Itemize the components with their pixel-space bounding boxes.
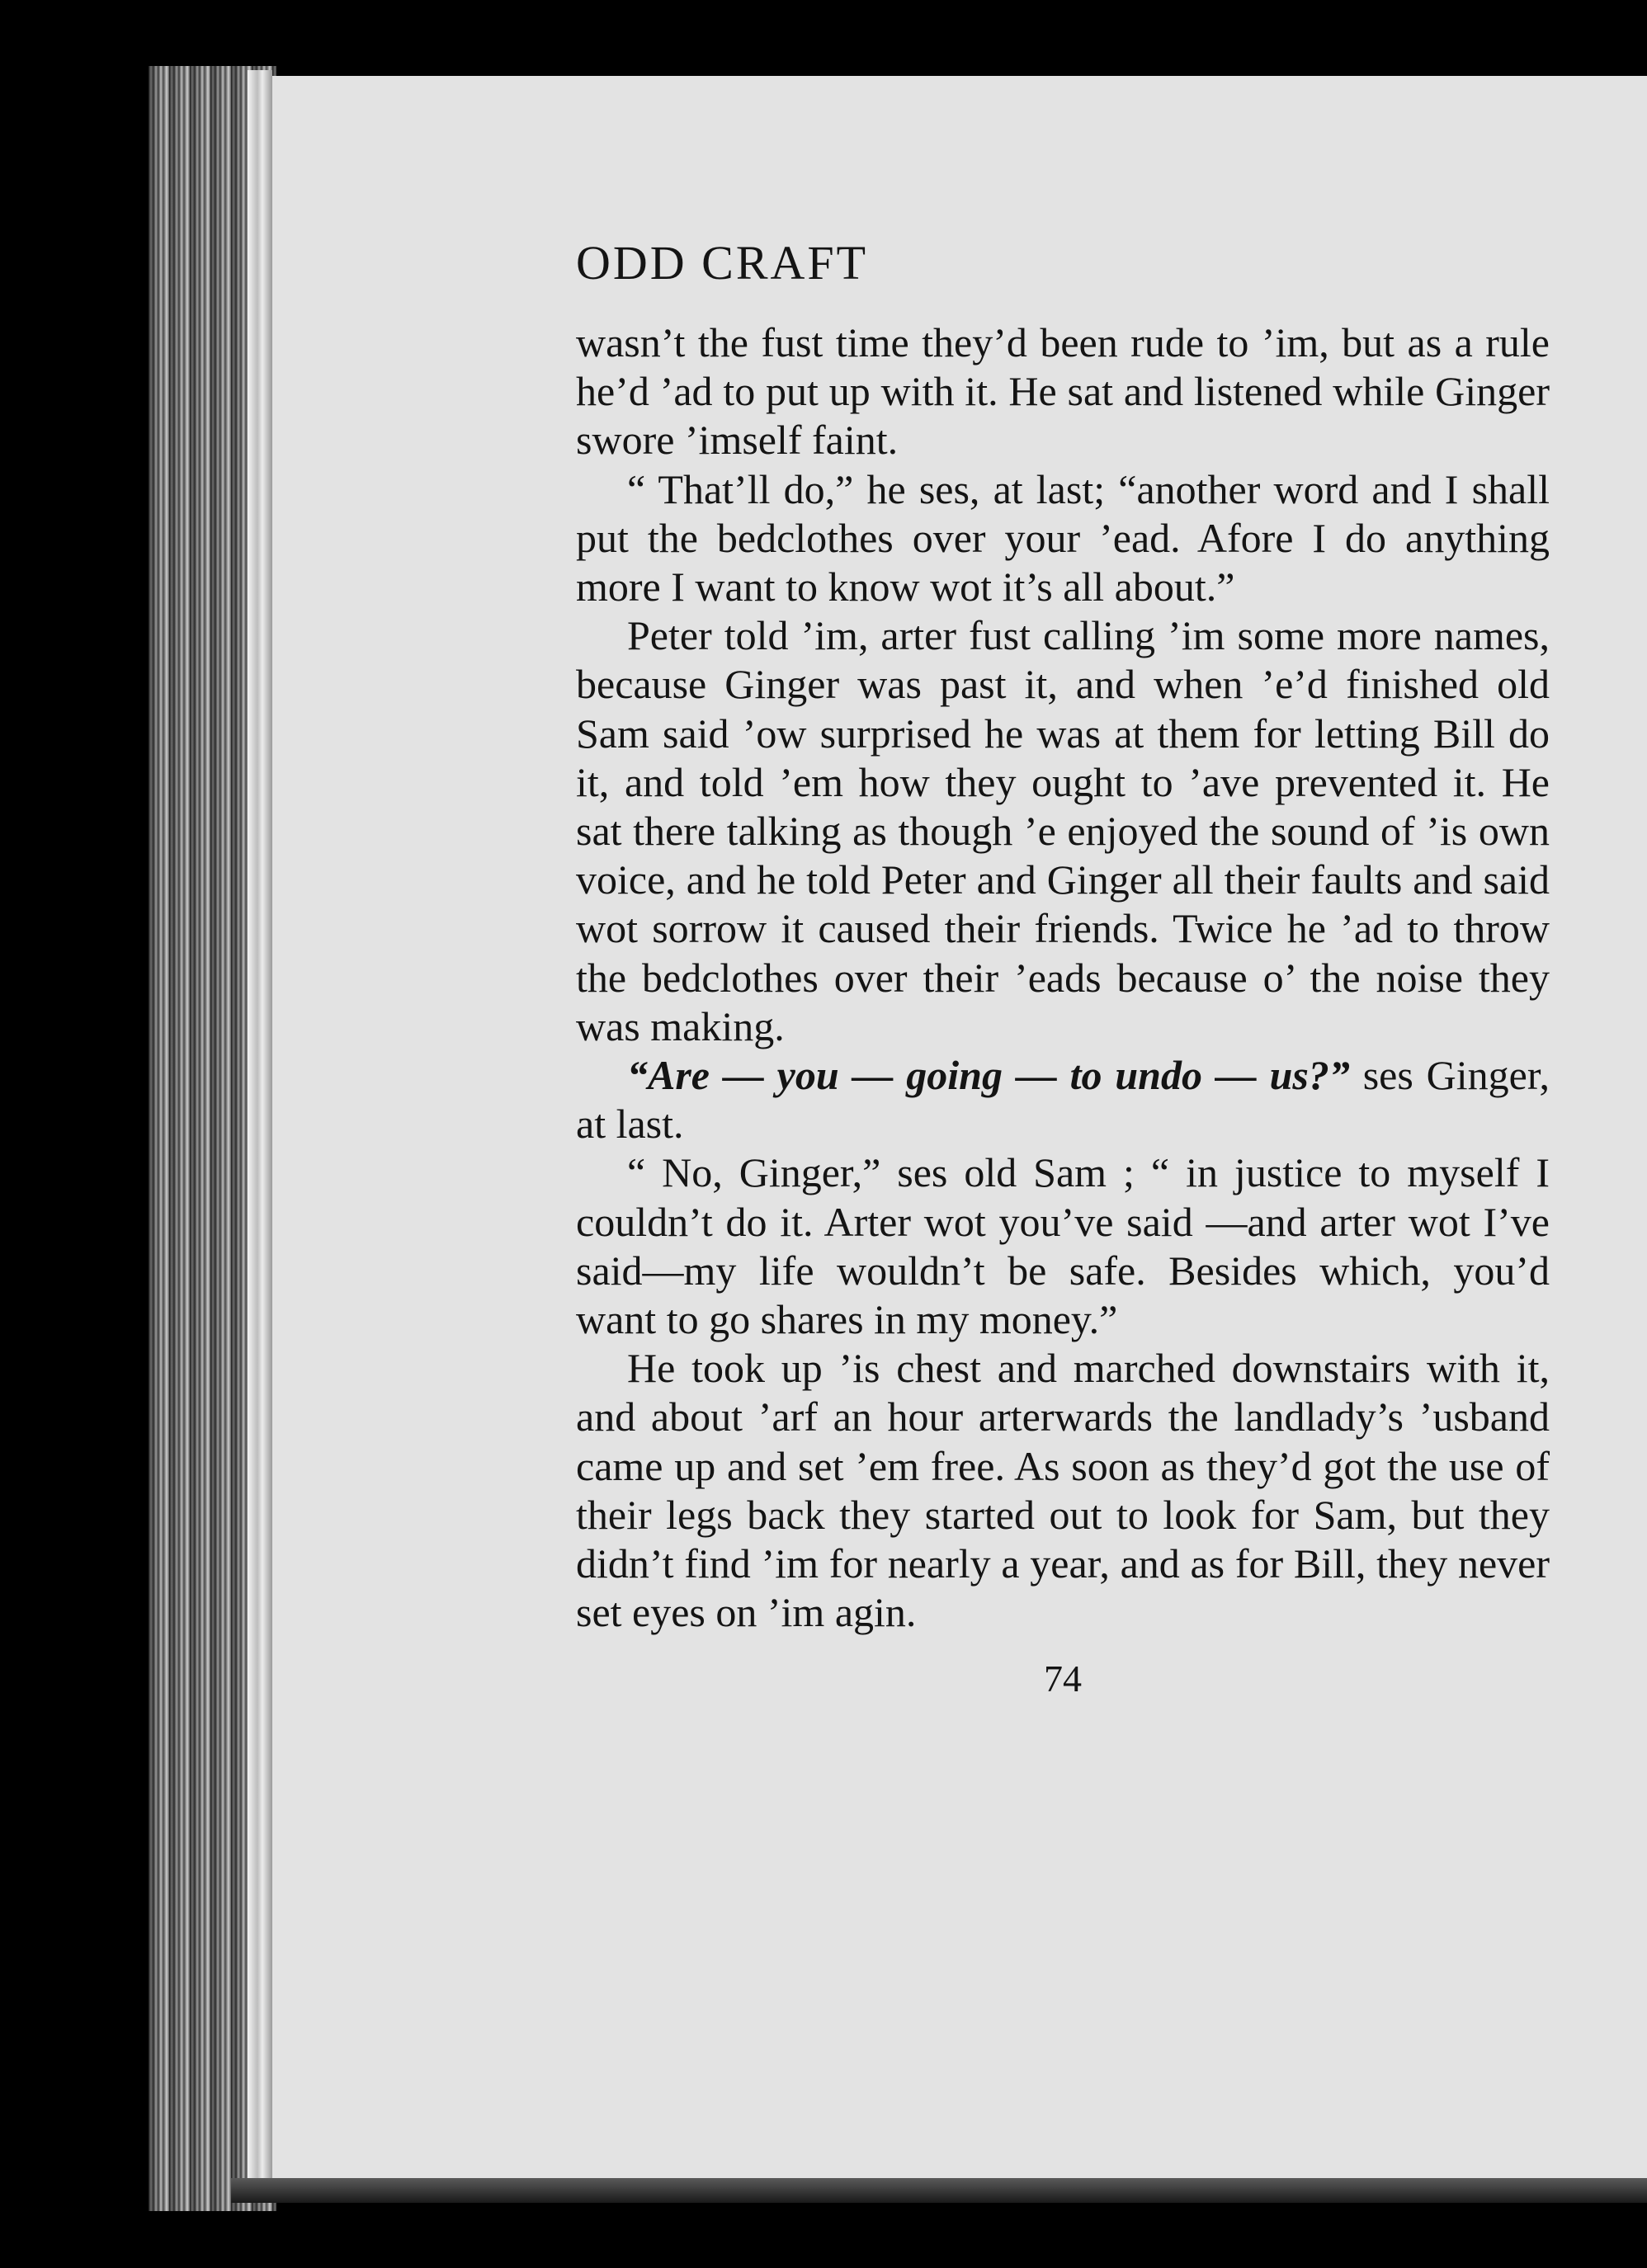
running-head: ODD CRAFT: [576, 236, 869, 290]
paragraph: wasn’t the fust time they’d been rude to ’im, but as a rule he’d ’ad to put up with it. He sat and listened while Ginger swore ’imself faint.: [576, 319, 1550, 464]
page-text: [576, 236, 1550, 1700]
paragraph: “ No, Ginger,” ses old Sam ; “ in justice to myself I couldn’t do it. Arter wot you’ve said —and arter wot I’ve said—my life wouldn’t be safe. Besides which, you’d want to go shares in my money.”: [576, 1149, 1550, 1343]
italic-dialogue: “Are — you — going — to undo — us?”: [627, 1052, 1350, 1099]
page-gutter: [248, 70, 272, 2199]
page-bottom-edge: [231, 2178, 1647, 2203]
page-number: 74: [1044, 1657, 1082, 1700]
paragraph-italic-dialogue: [576, 1051, 1550, 1148]
paragraph: “ That’ll do,” he ses, at last; “another word and I shall put the bedclothes over your ’ead. Afore I do anything more I want to know wot it’s all about.”: [576, 465, 1550, 611]
dialogue-attribution: ses Ginger, at last.: [576, 1052, 1550, 1148]
paragraph: He took up ’is chest and marched downstairs with it, and about ’arf an hour arterwards the landlady’s ’usband came up and set ’em free. As soon as they’d got the use of their legs back they started out to look for Sam, but they didn’t find ’im for nearly a year, and as for Bill, they never set eyes on ’im agin.: [576, 1345, 1550, 1636]
paragraph: Peter told ’im, arter fust calling ’im some more names, because Ginger was past it, and when ’e’d finished old Sam said ’ow surprised he was at them for letting Bill do it, and told ’em how they ought to ’ave prevented it. He sat there talking as though ’e enjoyed the sound of ’is own voice, and he told Peter and Ginger all their faults and said wot sorrow it caused their friends. Twice he ’ad to throw the bedclothes over their ’eads because o’ the noise they was making.: [576, 612, 1550, 1049]
